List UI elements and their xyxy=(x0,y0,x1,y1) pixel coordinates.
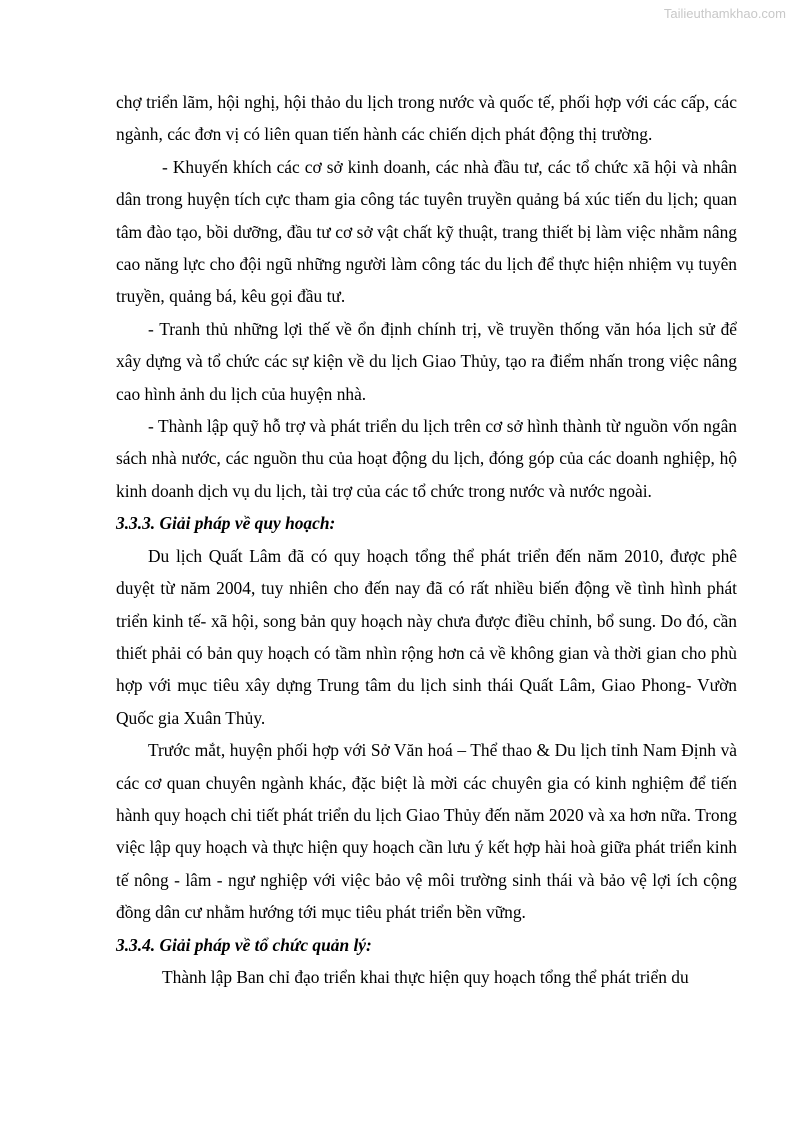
paragraph-political-stability: - Tranh thủ những lợi thế về ổn định chính trị, về truyền thống văn hóa lịch sử để xây dựng và tổ chức các sự kiện về du lịch Giao Thủy, tạo ra điểm nhấn trong việc nâng cao hình ảnh du lịch của huyện nhà. xyxy=(116,318,737,404)
paragraph-planning-coordination: Trước mắt, huyện phối hợp với Sở Văn hoá – Thể thao & Du lịch tỉnh Nam Định và các cơ quan chuyên ngành khác, đặc biệt là mời các chuyên gia có kinh nghiệm để tiến hành quy hoạch chi tiết phát triển du lịch Giao Thủy đến năm 2020 và xa hơn nữa. Trong việc lập quy hoạch và thực hiện quy hoạch cần lưu ý kết hợp hài hoà giữa phát triển kinh tế nông - lâm - ngư nghiệp với việc bảo vệ môi trường sinh thái và bảo vệ lợi ích cộng đồng dân cư nhằm hướng tới mục tiêu phát triển bền vững. xyxy=(116,740,737,923)
paragraph-encourage-businesses: - Khuyến khích các cơ sở kinh doanh, các nhà đầu tư, các tổ chức xã hội và nhân dân trong huyện tích cực tham gia công tác tuyên truyền quảng bá xúc tiến du lịch; quan tâm đào tạo, bồi dưỡng, đầu tư cơ sở vật chất kỹ thuật, trang thiết bị làm việc nhằm nâng cao năng lực cho đội ngũ những người làm công tác du lịch để thực hiện nhiệm vụ tuyên truyền, quảng bá, kêu gọi đầu tư. xyxy=(116,156,737,307)
paragraph-continuation: chợ triển lãm, hội nghị, hội thảo du lịch trong nước và quốc tế, phối hợp với các cấp, các ngành, các đơn vị có liên quan tiến hành các chiến dịch phát động thị trường. xyxy=(116,92,737,145)
document-page xyxy=(116,86,737,993)
paragraph-support-fund: - Thành lập quỹ hỗ trợ và phát triển du lịch trên cơ sở hình thành từ nguồn vốn ngân sách nhà nước, các nguồn thu của hoạt động du lịch, đóng góp của các doanh nghiệp, hộ kinh doanh dịch vụ du lịch, tài trợ của các tổ chức trong nước và nước ngoài. xyxy=(116,416,737,501)
section-heading-management: 3.3.4. Giải pháp về tổ chức quản lý: xyxy=(116,934,372,955)
watermark: Tailieuthamkhao.com xyxy=(663,6,786,21)
section-heading-planning: 3.3.3. Giải pháp về quy hoạch: xyxy=(116,513,336,534)
paragraph-planning-status: Du lịch Quất Lâm đã có quy hoạch tổng thể phát triển đến năm 2010, được phê duyệt từ năm 2004, tuy nhiên cho đến nay đã có rất nhiều biến động về tình hình phát triển kinh tế- xã hội, song bản quy hoạch này chưa được điều chỉnh, bổ sung. Do đó, cần thiết phải có bản quy hoạch có tầm nhìn rộng hơn cả về không gian và thời gian cho phù hợp với mục tiêu xây dựng Trung tâm du lịch sinh thái Quất Lâm, Giao Phong- Vườn Quốc gia Xuân Thủy. xyxy=(116,545,737,728)
paragraph-steering-committee: Thành lập Ban chỉ đạo triển khai thực hiện quy hoạch tổng thể phát triển du xyxy=(162,966,689,987)
